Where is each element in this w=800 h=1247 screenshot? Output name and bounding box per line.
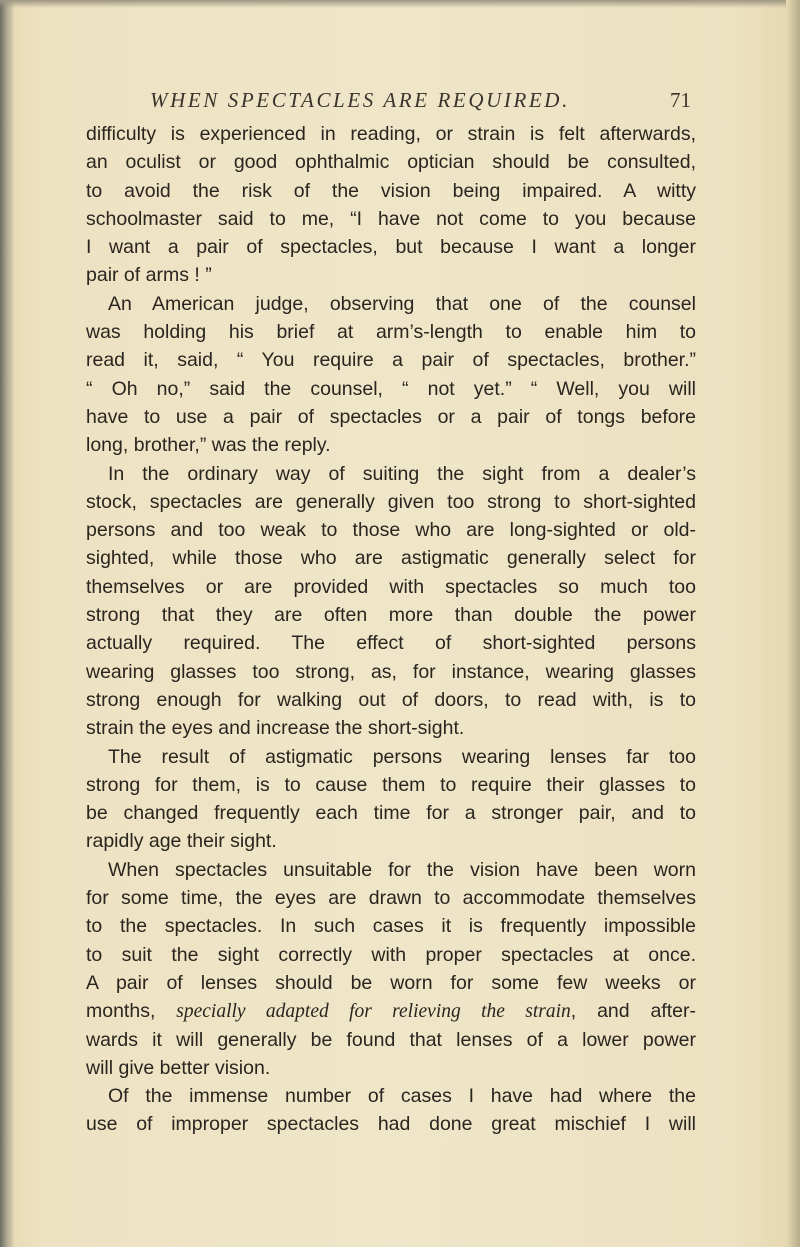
text-line: I want a pair of spectacles, but because I want a longer — [86, 236, 696, 259]
text-line: themselves or are provided with spectacles so much too — [86, 575, 696, 598]
text-line: be changed frequently each time for a stronger pair, and to — [86, 802, 696, 825]
page-number: 71 — [670, 88, 691, 112]
italic-text-run: specially adapted for relieving the strain — [176, 1001, 571, 1023]
text-line: pair of arms ! ” — [86, 264, 212, 287]
text-line: When spectacles unsuitable for the vision have been worn — [108, 858, 696, 881]
text-line: difficulty is experienced in reading, or strain is felt afterwards, — [86, 123, 696, 145]
text-line: long, brother,” was the reply. — [86, 434, 331, 457]
text-run: , and after- — [570, 1000, 696, 1023]
text-line: strong for them, is to cause them to require their glasses to — [86, 773, 696, 796]
text-line: wearing glasses too strong, as, for instance, wearing glasses — [86, 660, 696, 683]
text-line: In the ordinary way of suiting the sight from a dealer’s — [108, 462, 696, 485]
text-line: Of the immense number of cases I have had where the — [108, 1085, 696, 1108]
top-edge-shadow — [0, 0, 800, 8]
text-line: to avoid the risk of the vision being impaired. A witty — [86, 179, 696, 202]
page-right-edge — [786, 0, 800, 1247]
text-run: months, — [86, 1000, 156, 1023]
text-line: for some time, the eyes are drawn to accommodate themselves — [86, 887, 696, 910]
text-line: sighted, while those who are astigmatic generally select for — [86, 547, 696, 570]
body-text — [86, 120, 696, 1139]
text-line: use of improper spectacles had done great mischief I will — [86, 1113, 696, 1136]
binding-gutter — [0, 0, 14, 1247]
running-head — [150, 88, 710, 122]
text-line: to the spectacles. In such cases it is frequently impossible — [86, 915, 696, 938]
running-head-title: WHEN SPECTACLES ARE REQUIRED. — [150, 88, 570, 112]
text-line: an oculist or good ophthalmic optician should be consulted, — [86, 151, 696, 174]
text-line: strain the eyes and increase the short-sight. — [86, 717, 465, 740]
text-line: will give better vision. — [86, 1056, 271, 1079]
text-line: A pair of lenses should be worn for some few weeks or — [86, 971, 696, 994]
text-line: The result of astigmatic persons wearing lenses far too — [108, 745, 696, 768]
text-line-mixed — [86, 997, 696, 1025]
text-line: wards it will generally be found that lenses of a lower power — [86, 1028, 696, 1051]
text-line: strong enough for walking out of doors, to read with, is to — [86, 688, 696, 711]
text-line: have to use a pair of spectacles or a pair of tongs before — [86, 405, 696, 428]
text-line: to suit the sight correctly with proper spectacles at once. — [86, 943, 696, 966]
text-line: “ Oh no,” said the counsel, “ not yet.” “ Well, you will — [86, 377, 696, 400]
text-line: An American judge, observing that one of the counsel — [108, 292, 696, 315]
text-line: persons and too weak to those who are long-sighted or old- — [86, 519, 696, 542]
text-line: actually required. The effect of short-sighted persons — [86, 632, 696, 655]
text-line: stock, spectacles are generally given too strong to short-sighted — [86, 490, 696, 513]
text-line: was holding his brief at arm’s-length to enable him to — [86, 321, 696, 344]
text-line: strong that they are often more than double the power — [86, 604, 696, 627]
text-line: schoolmaster said to me, “I have not come to you because — [86, 207, 696, 230]
text-line: read it, said, “ You require a pair of spectacles, brother.” — [86, 349, 696, 372]
text-line: rapidly age their sight. — [86, 830, 277, 853]
